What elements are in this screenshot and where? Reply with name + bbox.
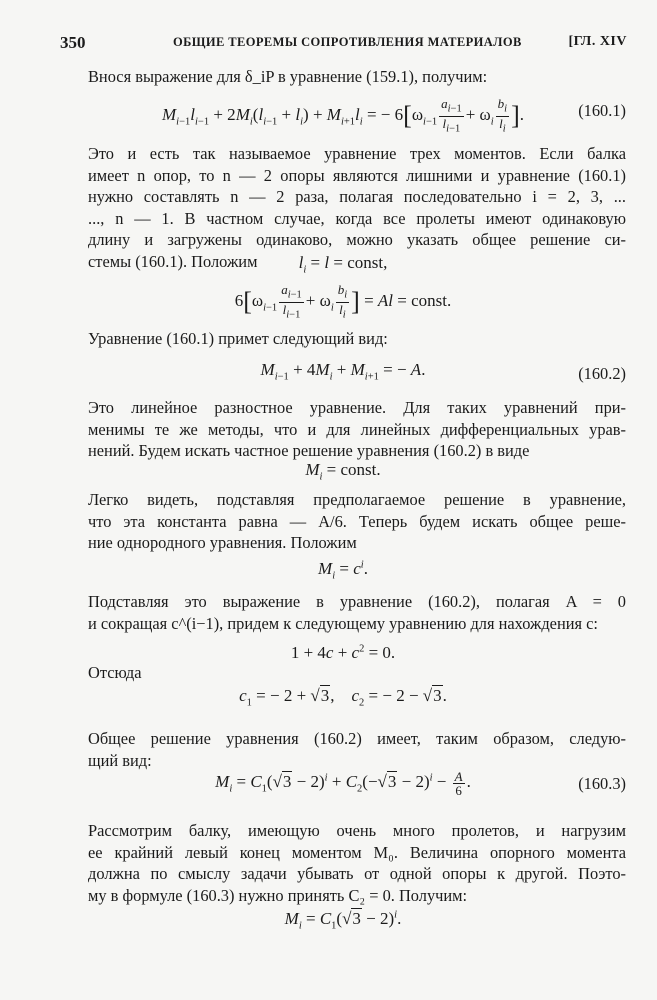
paragraph-line: ..., n — 1. В частном случае, когда все пролеты имеют одинаковую [88,208,626,228]
equation-body: $1 + 4c + c^2 = 0$. [290,643,396,662]
paragraph-line: Легко видеть, подставляя предполагаемое решение в уравнение, [88,490,626,509]
equation-number: (160.2) [578,364,626,383]
paragraph-line: нужно составлять n — 2 раза, полагая последовательно i = 2, 3, ... [88,187,626,206]
paragraph-line: щий вид: [88,750,152,770]
paragraph-line: Это и есть так называемое уравнение трех моментов. Если балка [88,144,626,163]
paragraph-line: и сокращая c^(i−1), придем к следующему уравнению для нахождения c: [88,613,598,633]
equation-160-1 [60,96,626,135]
paragraph-line: Это линейное разностное уравнение. Для таких уравнений при- [88,398,626,417]
equation-l-const [60,253,626,283]
paragraph-general-solution [88,728,626,771]
paragraph-line: Подставляя это выражение в уравнение (160.2), полагая A = 0 [88,592,626,611]
intro-sentence [88,66,626,88]
equation-al-const [60,282,626,321]
equation-m-ci [60,559,626,589]
paragraph-hence [88,662,626,684]
equation-roots [60,686,626,716]
equation-body: $M_{i-1} + 4M_i + M_{i+1}$ = − A. [260,360,426,383]
paragraph-line: Рассмотрим балку, имеющую очень много пролетов, и нагрузим [88,821,626,840]
paragraph-line: что эта константа равна — A/6. Теперь будем искать общее реше- [88,511,626,531]
page-number: 350 [60,33,86,52]
equation-body: $M_{i-1}l_{i-1} + 2M_i(l_{i-1} + l_i) + M_{i+1}l_i$ = − $6[\omega_{i-1}$ $\frac{a_{i-1}}{l_{i-1}}$ + $\omega_i$ $\frac{b_i}{l_i}$ ]. [162,96,524,135]
equation-number: (160.1) [578,101,626,120]
paragraph-line: менимы те же методы, что и для линейных дифференциальных урав- [88,419,626,439]
paragraph-line: ние однородного уравнения. Положим [88,533,357,552]
equation-body: $l_i = l$ = const, [298,253,388,276]
equation-160-2 [60,360,626,390]
chapter-label: [ГЛ. XIV [568,34,627,49]
paragraph-substitution [88,591,626,634]
equation-final [60,909,626,939]
paragraph-equation-form [88,328,626,350]
paragraph-line: Общее решение уравнения (160.2) имеет, таким образом, следую- [88,729,626,748]
paragraph-line: имеет n опор, то n — 2 опоры являются лишними и уравнение (160.1) [88,165,626,185]
paragraph-line: должна по смыслу задачи убывать от одной опоры к другой. Поэто- [88,864,626,883]
paragraph-line: длину и загружены одинаково, можно указать общее решение си- [88,230,626,249]
paragraph-line: му в формуле (160.3) нужно принять C₂ = 0. Получим: [88,885,468,905]
equation-body: $M_i$ = const. [305,460,381,483]
equation-body: $M_i = C_1(√3 - 2)^i + C_2(-√3 - 2)^i$ − $\frac{A}{6}$ . [215,769,471,798]
equation-body: $c_1$ = − 2 + √3, $c_2$ = − 2 − √3. [239,686,447,709]
equation-body: $M_i = c^i$. [318,559,368,582]
paragraph-line: нений. Будем искать частное решение уравнения (160.2) в виде [88,441,530,460]
page-header [60,33,627,55]
paragraph-many-spans [88,820,626,906]
paragraph-line: Уравнение (160.1) примет следующий вид: [88,329,388,348]
paragraph-particular-solution [88,489,626,554]
paragraph-line: стемы (160.1). Положим [88,251,258,271]
paragraph-line: ее крайний левый конец моментом M₀. Величина опорного момента [88,842,626,862]
equation-body: $6[\omega_{i-1}$ $\frac{a_{i-1}}{l_{i-1}}$ + $\omega_i$ $\frac{b_i}{l_i}$ ] = Al = const. [234,282,452,321]
equation-160-3 [60,770,626,800]
paragraph-line: Отсюда [88,663,142,682]
equation-body: $M_i = C_1(√3 - 2)^i$. [284,909,402,932]
equation-m-const [60,460,626,490]
equation-number: (160.3) [578,774,626,793]
running-title: ОБЩИЕ ТЕОРЕМЫ СОПРОТИВЛЕНИЯ МАТЕРИАЛОВ [173,35,522,49]
paragraph-difference-equation [88,397,626,462]
paragraph-line: Внося выражение для δ_iP в уравнение (159.1), получим: [88,67,488,86]
